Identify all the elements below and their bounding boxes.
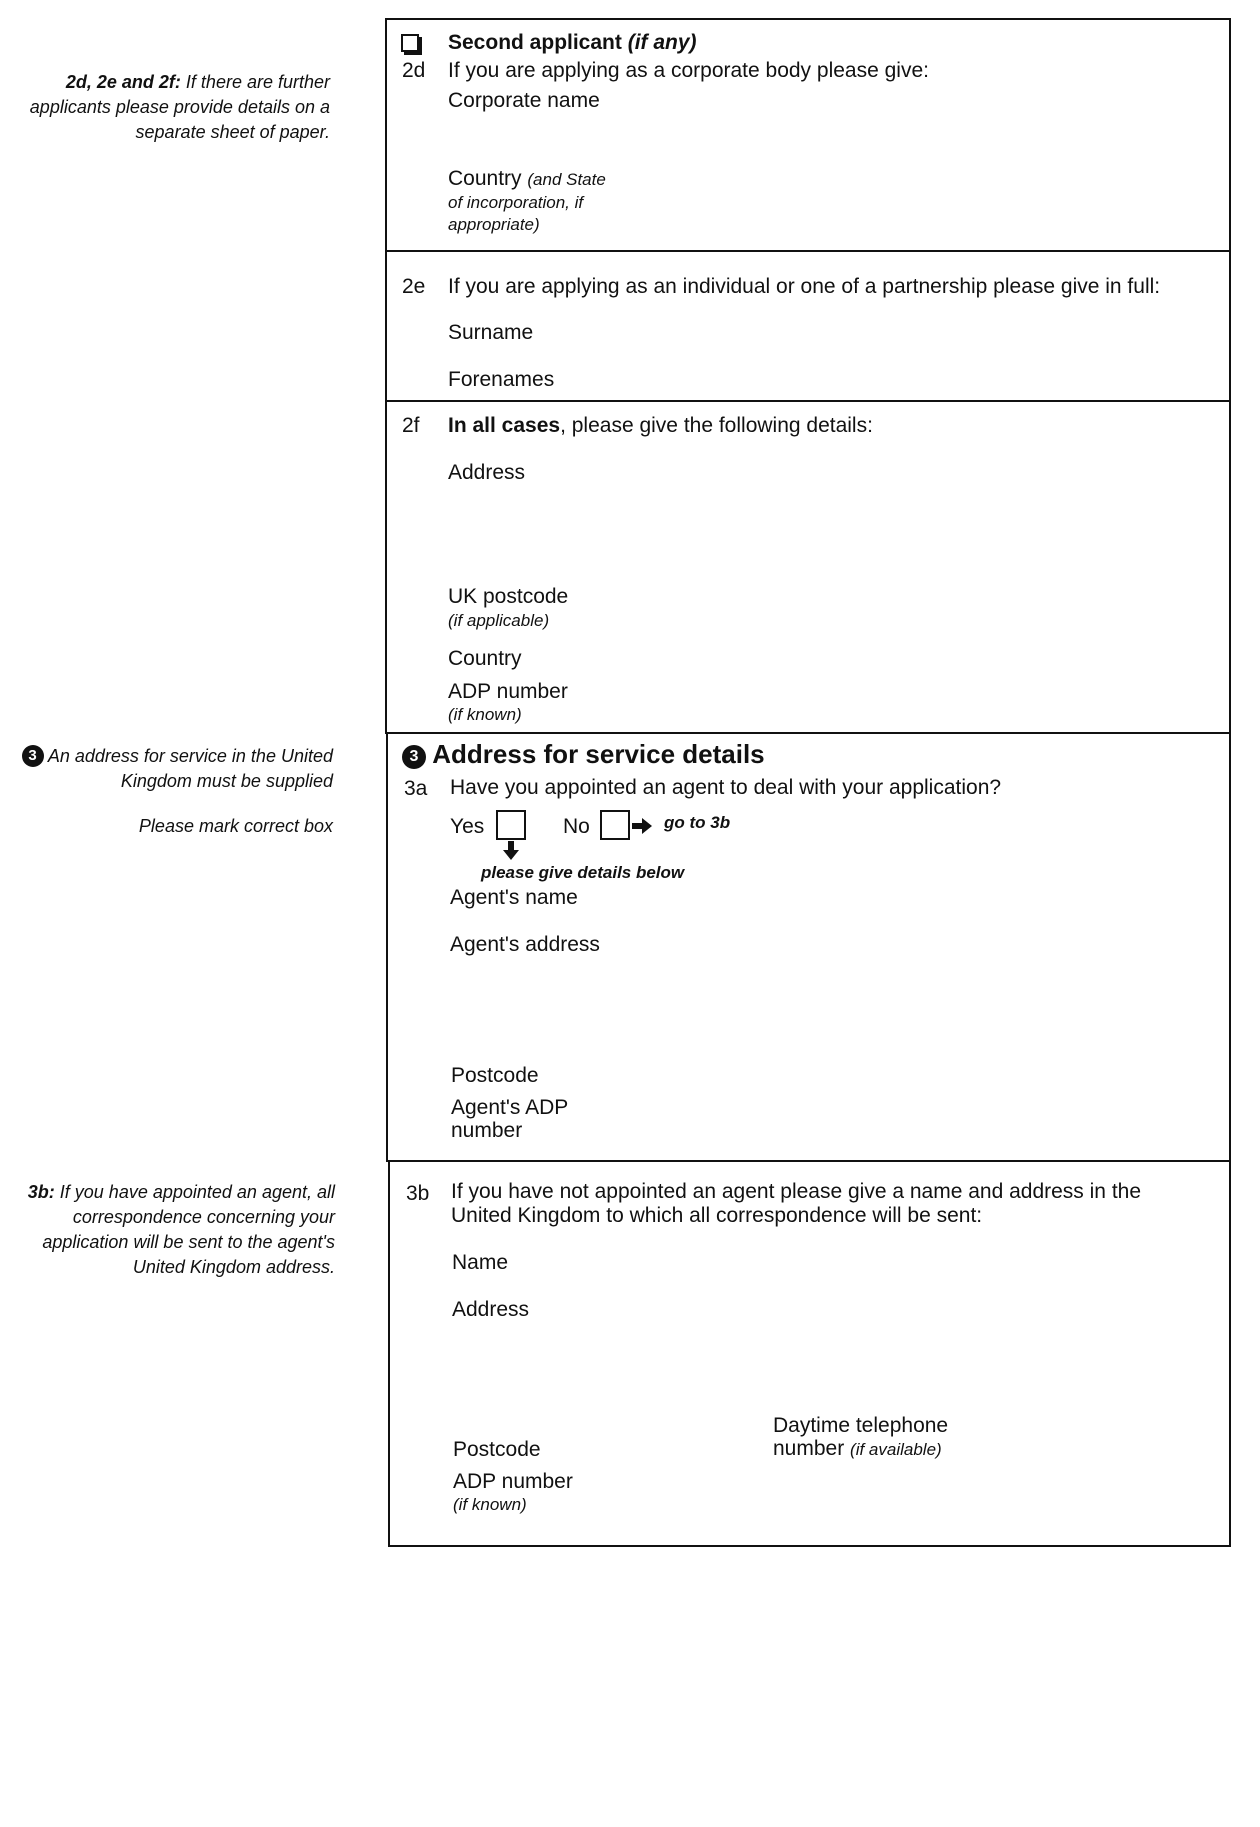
side-note-2def-text: If there are further applicants please provide details on a separate sheet of paper. bbox=[29, 72, 330, 142]
go-to-3b-text: go to 3b bbox=[664, 813, 731, 832]
name-label[interactable]: Name bbox=[452, 1251, 509, 1274]
adp-number-3b-label[interactable]: ADP number bbox=[453, 1470, 573, 1493]
item-number-2e: 2e bbox=[402, 275, 426, 298]
no-checkbox[interactable] bbox=[600, 810, 630, 840]
surname-label[interactable]: Surname bbox=[448, 321, 534, 344]
country-label-text: Country bbox=[448, 167, 522, 190]
agent-adp-label-line2: number bbox=[451, 1119, 523, 1142]
address-3b-label[interactable]: Address bbox=[452, 1298, 530, 1321]
country-hint-3: appropriate) bbox=[448, 215, 540, 234]
agent-name-label[interactable]: Agent's name bbox=[450, 886, 578, 909]
daytime-hint: (if available) bbox=[850, 1440, 942, 1459]
uk-postcode-hint: (if applicable) bbox=[448, 611, 550, 630]
item-number-3b: 3b bbox=[406, 1182, 430, 1205]
please-give-details-text: please give details below bbox=[481, 863, 685, 882]
side-note-mark-box: Please mark correct box bbox=[138, 816, 333, 836]
item-3a-text: Have you appointed an agent to deal with your application? bbox=[450, 776, 1002, 799]
section-3-number-icon: 3 bbox=[402, 745, 426, 769]
side-note-3b bbox=[15, 1180, 335, 1280]
section-3-title: Address for service details bbox=[432, 739, 765, 769]
forenames-label[interactable]: Forenames bbox=[448, 368, 555, 391]
item-2e-text: If you are applying as an individual or one of a partnership please give in full: bbox=[448, 275, 1161, 298]
no-label: No bbox=[563, 815, 590, 838]
adp-number-hint: (if known) bbox=[448, 705, 522, 724]
adp-number-label[interactable]: ADP number bbox=[448, 680, 568, 703]
side-note-3b-text: If you have appointed an agent, all correspondence concerning your application will be sent to the agent's United Kingdom address. bbox=[42, 1182, 335, 1277]
item-2f-text bbox=[448, 413, 873, 439]
country-hint-2: of incorporation, if bbox=[448, 193, 584, 212]
in-all-cases-text: In all cases bbox=[448, 414, 561, 437]
item-3b-text-line2: United Kingdom to which all correspondence will be sent: bbox=[451, 1204, 983, 1227]
second-applicant-title bbox=[448, 30, 697, 56]
side-note-3b-lead: 3b: bbox=[27, 1182, 55, 1202]
yes-label: Yes bbox=[450, 815, 485, 838]
address-label[interactable]: Address bbox=[448, 461, 526, 484]
postcode-3b-label[interactable]: Postcode bbox=[453, 1438, 541, 1461]
agent-adp-label-line1[interactable]: Agent's ADP bbox=[451, 1096, 569, 1119]
item-2f-rest-text: , please give the following details: bbox=[560, 414, 873, 437]
item-number-2f: 2f bbox=[402, 414, 420, 437]
daytime-number-text: number bbox=[773, 1437, 845, 1460]
section-3-badge-icon: 3 bbox=[22, 745, 44, 767]
country-field-label[interactable]: Country bbox=[448, 647, 522, 670]
daytime-telephone-label-line1[interactable]: Daytime telephone bbox=[773, 1414, 949, 1437]
checkbox-bullet-icon bbox=[401, 34, 419, 52]
section-3-heading bbox=[402, 738, 765, 770]
side-note-3 bbox=[13, 744, 333, 794]
side-note-3-text: An address for service in the United Kingdom must be supplied bbox=[47, 746, 333, 791]
adp-number-3b-hint: (if known) bbox=[453, 1495, 527, 1514]
country-hint-1: (and State bbox=[527, 170, 606, 189]
agent-address-label[interactable]: Agent's address bbox=[450, 933, 600, 956]
second-applicant-title-text: Second applicant bbox=[448, 31, 622, 54]
side-note-2def bbox=[10, 70, 330, 145]
item-number-2d: 2d bbox=[402, 59, 426, 82]
item-2d-text: If you are applying as a corporate body please give: bbox=[448, 59, 929, 82]
second-applicant-title-suffix: (if any) bbox=[627, 31, 697, 54]
arrow-down-icon bbox=[501, 840, 521, 862]
daytime-telephone-label-line2 bbox=[773, 1436, 942, 1462]
item-number-3a: 3a bbox=[404, 777, 428, 800]
yes-checkbox[interactable] bbox=[496, 810, 526, 840]
agent-postcode-label[interactable]: Postcode bbox=[451, 1064, 539, 1087]
country-label[interactable] bbox=[448, 166, 606, 192]
item-3b-text-line1: If you have not appointed an agent please give a name and address in the bbox=[451, 1180, 1142, 1203]
uk-postcode-label[interactable]: UK postcode bbox=[448, 585, 569, 608]
corporate-name-label[interactable]: Corporate name bbox=[448, 89, 600, 112]
side-note-2def-lead: 2d, 2e and 2f: bbox=[65, 72, 181, 92]
arrow-right-icon bbox=[630, 816, 654, 836]
